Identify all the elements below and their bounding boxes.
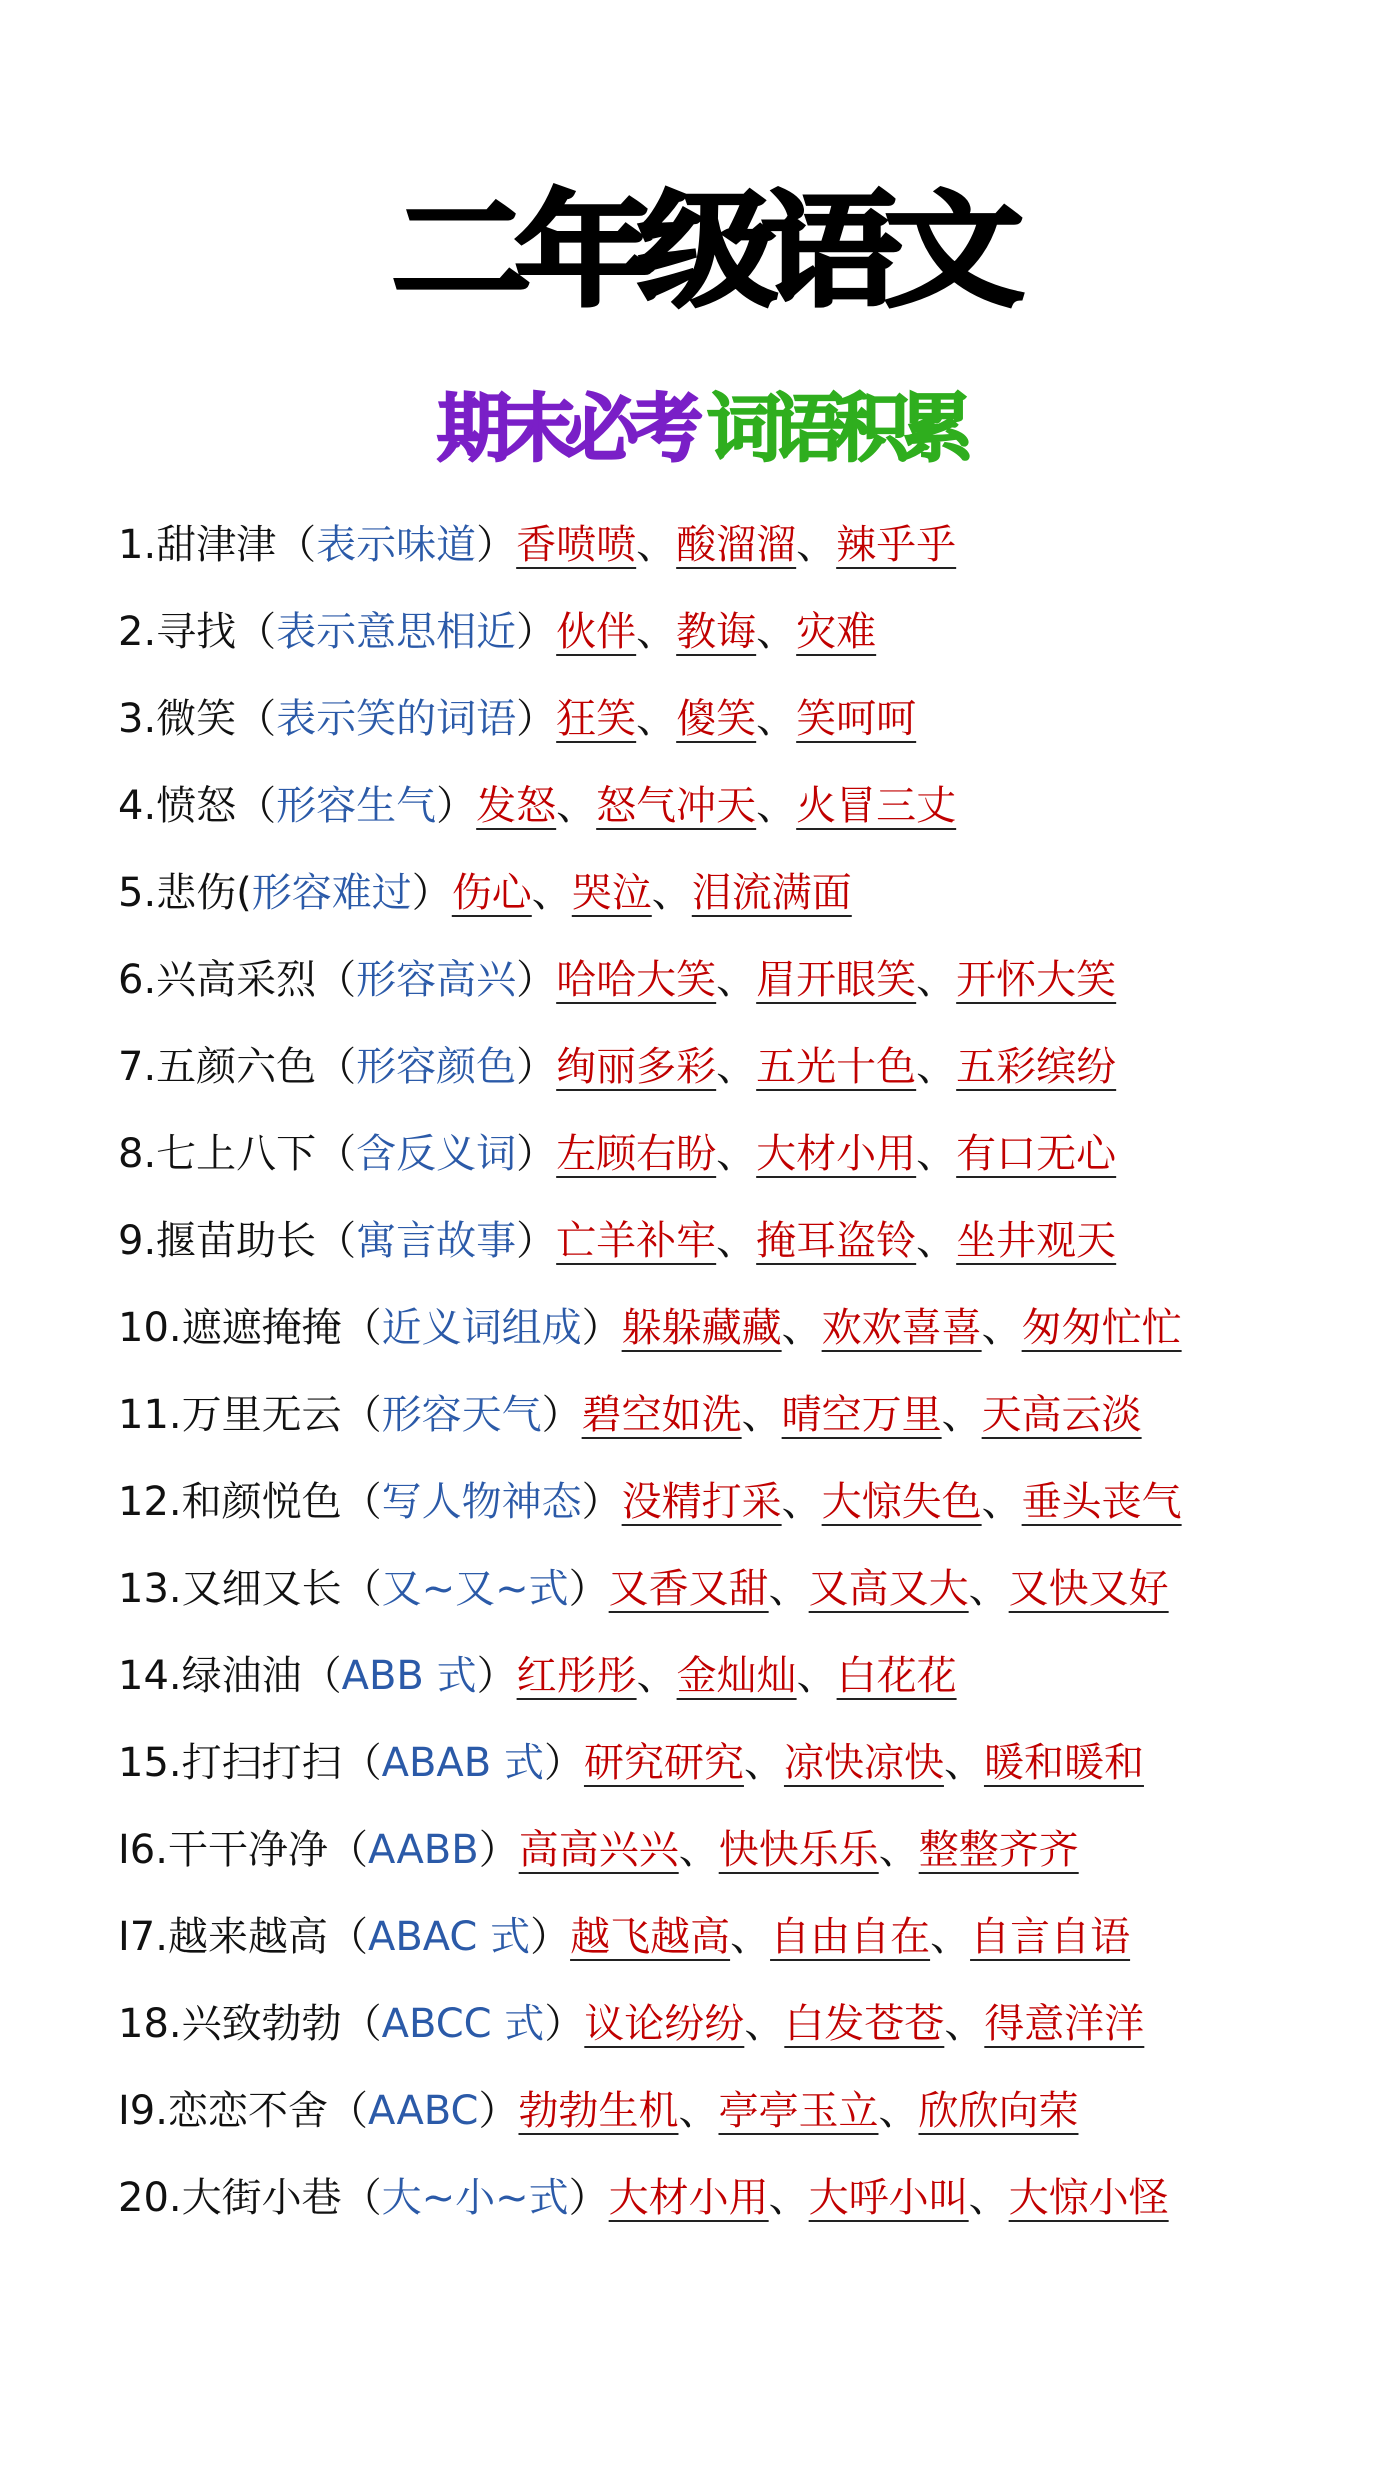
list-item xyxy=(118,1032,1358,1119)
vocabulary-list xyxy=(118,510,1358,2250)
item-word: 大材小用 xyxy=(608,2175,769,2221)
item-category: AABB xyxy=(367,1827,479,1873)
item-word: 哈哈大笑 xyxy=(556,957,717,1003)
item-word: 天高云淡 xyxy=(981,1392,1142,1438)
item-category: 近义词组成 xyxy=(381,1305,582,1351)
item-word: 笑呵呵 xyxy=(796,696,917,742)
separator: 、 xyxy=(716,957,757,1003)
item-word: 左顾右盼 xyxy=(556,1131,717,1177)
item-head: 2.寻找（ xyxy=(118,609,277,655)
item-close: ） xyxy=(476,1653,517,1699)
list-item xyxy=(118,597,1358,684)
separator: 、 xyxy=(981,1479,1022,1525)
item-word: 五彩缤纷 xyxy=(956,1044,1117,1090)
item-head: 10.遮遮掩掩（ xyxy=(118,1305,382,1351)
separator: 、 xyxy=(781,1305,822,1351)
item-category: 形容生气 xyxy=(276,783,437,829)
item-word: 匆匆忙忙 xyxy=(1021,1305,1182,1351)
list-item xyxy=(118,684,1358,771)
item-category: ABAC 式 xyxy=(367,1914,531,1960)
item-close: ） xyxy=(436,783,477,829)
item-head: 15.打扫打扫（ xyxy=(118,1740,382,1786)
item-word: 自由自在 xyxy=(770,1914,931,1960)
separator: 、 xyxy=(716,1131,757,1177)
item-close: ） xyxy=(411,870,452,916)
item-word: 高高兴兴 xyxy=(518,1827,679,1873)
item-word: 暖和暖和 xyxy=(983,1740,1144,1786)
item-head: 20.大街小巷（ xyxy=(118,2175,382,2221)
separator: 、 xyxy=(636,1653,677,1699)
item-word: 越飞越高 xyxy=(570,1914,731,1960)
item-close: ） xyxy=(478,1827,519,1873)
item-category: 大~小~式 xyxy=(381,2175,569,2221)
list-item xyxy=(118,1554,1358,1641)
item-word: 酸溜溜 xyxy=(676,522,797,568)
separator: 、 xyxy=(556,783,597,829)
separator: 、 xyxy=(730,1914,771,1960)
separator: 、 xyxy=(916,1218,957,1264)
list-item xyxy=(118,510,1358,597)
item-category: 又~又~式 xyxy=(381,1566,569,1612)
item-close: ） xyxy=(581,1479,622,1525)
item-head: I7.越来越高（ xyxy=(118,1914,368,1960)
list-item xyxy=(118,1902,1358,1989)
item-word: 掩耳盗铃 xyxy=(756,1218,917,1264)
item-category: 形容高兴 xyxy=(356,957,517,1003)
item-category: ABB 式 xyxy=(341,1653,477,1699)
item-word: 发怒 xyxy=(476,783,557,829)
separator: 、 xyxy=(743,1740,784,1786)
separator: 、 xyxy=(636,522,677,568)
item-word: 又香又甜 xyxy=(608,1566,769,1612)
list-item xyxy=(118,1380,1358,1467)
item-word: 碧空如洗 xyxy=(581,1392,742,1438)
item-category: ABAB 式 xyxy=(381,1740,544,1786)
separator: 、 xyxy=(878,1827,919,1873)
item-word: 欣欣向荣 xyxy=(918,2088,1079,2134)
item-word: 红彤彤 xyxy=(516,1653,637,1699)
item-close: ） xyxy=(568,1566,609,1612)
item-category: 表示笑的词语 xyxy=(276,696,517,742)
item-word: 得意洋洋 xyxy=(984,2001,1145,2047)
item-word: 伤心 xyxy=(451,870,532,916)
item-close: ） xyxy=(478,2088,519,2134)
list-item xyxy=(118,1641,1358,1728)
list-item xyxy=(118,1728,1358,1815)
item-word: 勃勃生机 xyxy=(518,2088,679,2134)
item-word: 没精打采 xyxy=(621,1479,782,1525)
item-close: ） xyxy=(516,1131,557,1177)
list-item xyxy=(118,2163,1358,2250)
list-item xyxy=(118,1206,1358,1293)
list-item xyxy=(118,1815,1358,1902)
item-word: 欢欢喜喜 xyxy=(821,1305,982,1351)
item-word: 快快乐乐 xyxy=(718,1827,879,1873)
item-word: 又高又大 xyxy=(808,1566,969,1612)
item-word: 亭亭玉立 xyxy=(718,2088,879,2134)
item-category: 寓言故事 xyxy=(356,1218,517,1264)
item-word: 有口无心 xyxy=(956,1131,1117,1177)
separator: 、 xyxy=(796,1653,837,1699)
list-item xyxy=(118,1989,1358,2076)
item-word: 金灿灿 xyxy=(676,1653,797,1699)
item-close: ） xyxy=(581,1305,622,1351)
separator: 、 xyxy=(744,2001,785,2047)
item-close: ） xyxy=(544,2001,585,2047)
item-head: 13.又细又长（ xyxy=(118,1566,382,1612)
separator: 、 xyxy=(916,957,957,1003)
item-word: 香喷喷 xyxy=(516,522,637,568)
item-word: 火冒三丈 xyxy=(796,783,957,829)
subtitle-part-b: 词语积累 xyxy=(707,386,963,472)
separator: 、 xyxy=(531,870,572,916)
item-word: 大材小用 xyxy=(756,1131,917,1177)
item-word: 整整齐齐 xyxy=(918,1827,1079,1873)
separator: 、 xyxy=(678,2088,719,2134)
separator: 、 xyxy=(930,1914,971,1960)
item-close: ） xyxy=(516,609,557,655)
item-close: ） xyxy=(530,1914,571,1960)
item-category: 形容难过 xyxy=(251,870,412,916)
item-close: ） xyxy=(568,2175,609,2221)
separator: 、 xyxy=(756,696,797,742)
list-item xyxy=(118,945,1358,1032)
item-word: 躲躲藏藏 xyxy=(621,1305,782,1351)
item-head: 4.愤怒（ xyxy=(118,783,277,829)
separator: 、 xyxy=(756,783,797,829)
item-word: 眉开眼笑 xyxy=(756,957,917,1003)
item-close: ） xyxy=(543,1740,584,1786)
separator: 、 xyxy=(636,609,677,655)
item-word: 狂笑 xyxy=(556,696,637,742)
separator: 、 xyxy=(968,1566,1009,1612)
separator: 、 xyxy=(968,2175,1009,2221)
item-word: 大呼小叫 xyxy=(808,2175,969,2221)
separator: 、 xyxy=(916,1131,957,1177)
separator: 、 xyxy=(768,1566,809,1612)
item-close: ） xyxy=(516,957,557,1003)
item-word: 辣乎乎 xyxy=(836,522,957,568)
page-subtitle xyxy=(0,386,1400,472)
item-head: 1.甜津津（ xyxy=(118,522,317,568)
item-head: I6.干干净净（ xyxy=(118,1827,368,1873)
item-word: 凉快凉快 xyxy=(783,1740,944,1786)
list-item xyxy=(118,1119,1358,1206)
item-word: 议论纷纷 xyxy=(584,2001,745,2047)
item-close: ） xyxy=(541,1392,582,1438)
item-category: 含反义词 xyxy=(356,1131,517,1177)
separator: 、 xyxy=(716,1218,757,1264)
item-head: 5.悲伤( xyxy=(118,870,252,916)
separator: 、 xyxy=(796,522,837,568)
item-word: 研究研究 xyxy=(583,1740,744,1786)
item-head: 9.揠苗助长（ xyxy=(118,1218,357,1264)
item-word: 又快又好 xyxy=(1008,1566,1169,1612)
item-word: 亡羊补牢 xyxy=(556,1218,717,1264)
item-category: ABCC 式 xyxy=(381,2001,545,2047)
item-close: ） xyxy=(516,1218,557,1264)
item-category: 形容颜色 xyxy=(356,1044,517,1090)
list-item xyxy=(118,1293,1358,1380)
item-word: 教诲 xyxy=(676,609,757,655)
item-word: 白花花 xyxy=(836,1653,957,1699)
page-title: 二年级语文 xyxy=(391,180,1008,324)
item-close: ） xyxy=(516,696,557,742)
separator: 、 xyxy=(941,1392,982,1438)
item-word: 哭泣 xyxy=(571,870,652,916)
separator: 、 xyxy=(878,2088,919,2134)
item-head: 18.兴致勃勃（ xyxy=(118,2001,382,2047)
item-head: 12.和颜悦色（ xyxy=(118,1479,382,1525)
item-word: 自言自语 xyxy=(970,1914,1131,1960)
item-word: 泪流满面 xyxy=(691,870,852,916)
list-item xyxy=(118,1467,1358,1554)
item-category: 表示意思相近 xyxy=(276,609,517,655)
separator: 、 xyxy=(916,1044,957,1090)
item-word: 伙伴 xyxy=(556,609,637,655)
item-word: 五光十色 xyxy=(756,1044,917,1090)
separator: 、 xyxy=(636,696,677,742)
item-category: 写人物神态 xyxy=(381,1479,582,1525)
item-head: 11.万里无云（ xyxy=(118,1392,382,1438)
item-word: 灾难 xyxy=(796,609,877,655)
item-word: 怒气冲天 xyxy=(596,783,757,829)
separator: 、 xyxy=(768,2175,809,2221)
item-close: ） xyxy=(516,1044,557,1090)
item-word: 傻笑 xyxy=(676,696,757,742)
item-word: 大惊失色 xyxy=(821,1479,982,1525)
separator: 、 xyxy=(756,609,797,655)
item-close: ） xyxy=(476,522,517,568)
item-word: 晴空万里 xyxy=(781,1392,942,1438)
separator: 、 xyxy=(781,1479,822,1525)
list-item xyxy=(118,2076,1358,2163)
item-word: 绚丽多彩 xyxy=(556,1044,717,1090)
item-word: 白发苍苍 xyxy=(784,2001,945,2047)
item-category: 形容天气 xyxy=(381,1392,542,1438)
item-head: 8.七上八下（ xyxy=(118,1131,357,1177)
item-category: AABC xyxy=(367,2088,479,2134)
separator: 、 xyxy=(741,1392,782,1438)
separator: 、 xyxy=(944,2001,985,2047)
item-head: I9.恋恋不舍（ xyxy=(118,2088,368,2134)
separator: 、 xyxy=(678,1827,719,1873)
subtitle-part-a: 期末必考 xyxy=(437,386,693,472)
item-word: 垂头丧气 xyxy=(1021,1479,1182,1525)
item-word: 坐井观天 xyxy=(956,1218,1117,1264)
item-head: 14.绿油油（ xyxy=(118,1653,342,1699)
item-word: 开怀大笑 xyxy=(956,957,1117,1003)
item-head: 3.微笑（ xyxy=(118,696,277,742)
list-item xyxy=(118,858,1358,945)
separator: 、 xyxy=(716,1044,757,1090)
item-head: 6.兴高采烈（ xyxy=(118,957,357,1003)
item-category: 表示味道 xyxy=(316,522,477,568)
separator: 、 xyxy=(943,1740,984,1786)
list-item xyxy=(118,771,1358,858)
item-word: 大惊小怪 xyxy=(1008,2175,1169,2221)
separator: 、 xyxy=(651,870,692,916)
separator: 、 xyxy=(981,1305,1022,1351)
item-head: 7.五颜六色（ xyxy=(118,1044,357,1090)
